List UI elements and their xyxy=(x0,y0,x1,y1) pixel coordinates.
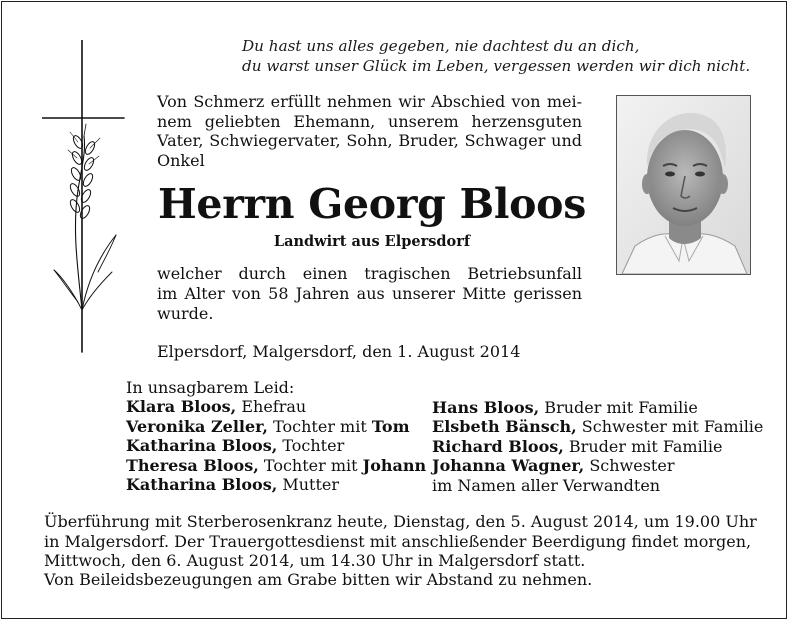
mourners-left-column xyxy=(126,378,426,494)
mourner-partner: Johann xyxy=(362,455,427,475)
verse-line: Du hast uns alles gegeben, nie dachtest du an dich, xyxy=(242,37,640,55)
intro-line: nem geliebten Ehemann, unserem herzensguten xyxy=(157,111,582,131)
cause-line: wurde. xyxy=(157,304,214,323)
deceased-occupation: Landwirt aus Elpersdorf xyxy=(273,233,471,250)
mourner-entry xyxy=(126,456,426,475)
mourner-name: Johanna Wagner, xyxy=(432,456,585,476)
intro-text xyxy=(157,92,582,170)
mourner-entry xyxy=(126,436,426,455)
portrait-photo xyxy=(616,95,751,275)
mourner-partner: Tom xyxy=(371,416,410,436)
mourners-right-column xyxy=(432,398,763,495)
mourner-relation: Tochter mit xyxy=(258,455,363,475)
mourner-entry xyxy=(432,437,763,456)
mourner-relation: Bruder mit Familie xyxy=(539,398,698,417)
cause-line: welcher durch einen tragischen Betriebsunfall xyxy=(157,264,582,283)
mourner-entry xyxy=(432,456,763,475)
deceased-name: Herrn Georg Bloos xyxy=(157,180,586,228)
intro-line: Vater, Schwiegervater, Sohn, Bruder, Schwager und xyxy=(157,131,582,150)
funeral-line: in Malgersdorf. Der Trauergottesdienst mit anschließender Beerdigung findet morgen, xyxy=(44,531,752,551)
mourners-heading: In unsagbarem Leid: xyxy=(126,378,295,397)
mourner-entry xyxy=(126,397,426,416)
mourner-relation: Schwester mit Familie xyxy=(576,417,764,437)
mourner-entry xyxy=(126,475,426,494)
funeral-details xyxy=(44,512,764,571)
mourner-relation: Tochter mit xyxy=(268,416,372,436)
cause-line: im Alter von 58 Jahren aus unserer Mitte gerissen xyxy=(157,284,582,303)
mourner-name: Veronika Zeller, xyxy=(126,416,268,436)
cross-with-wheat-icon xyxy=(42,40,132,355)
mourner-entry xyxy=(432,398,763,417)
intro-line: Von Schmerz erfüllt nehmen wir Abschied von mei- xyxy=(157,92,582,111)
mourner-relation: Tochter xyxy=(277,436,345,456)
verse-line: du warst unser Glück im Leben, vergessen werden wir dich nicht. xyxy=(242,57,751,75)
mourner-relation: Mutter xyxy=(277,475,340,495)
mourner-relation: Schwester xyxy=(584,456,675,476)
mourner-entry xyxy=(432,476,763,495)
mourner-name: Elsbeth Bänsch, xyxy=(432,417,577,437)
funeral-line: Mittwoch, den 6. August 2014, um 14.30 Uhr in Malgersdorf statt. xyxy=(44,551,586,571)
funeral-line: Überführung mit Sterberosenkranz heute, Dienstag, den 5. August 2014, um 19.00 Uhr xyxy=(44,512,757,531)
mourner-entry xyxy=(126,417,426,436)
mourner-name: Katharina Bloos, xyxy=(126,436,278,456)
mourner-name: Klara Bloos, xyxy=(126,397,237,417)
mourner-relation: Ehefrau xyxy=(236,397,307,417)
cause-of-death-text xyxy=(157,264,582,324)
memorial-verse xyxy=(242,36,757,76)
mourner-name: Katharina Bloos, xyxy=(126,475,278,495)
mourner-relation: Bruder mit Familie xyxy=(563,436,723,456)
mourner-relation: im Namen aller Verwandten xyxy=(432,475,661,495)
mourner-entry xyxy=(432,417,763,436)
portrait-image xyxy=(617,96,750,274)
mourner-name: Hans Bloos, xyxy=(432,398,540,417)
place-and-date: Elpersdorf, Malgersdorf, den 1. August 2014 xyxy=(157,342,521,361)
condolences-note: Von Beileidsbezeugungen am Grabe bitten wir Abstand zu nehmen. xyxy=(44,570,593,589)
mourner-name: Theresa Bloos, xyxy=(126,455,259,475)
mourner-name: Richard Bloos, xyxy=(432,436,564,456)
intro-line: Onkel xyxy=(157,150,205,170)
obituary-notice xyxy=(1,1,787,619)
